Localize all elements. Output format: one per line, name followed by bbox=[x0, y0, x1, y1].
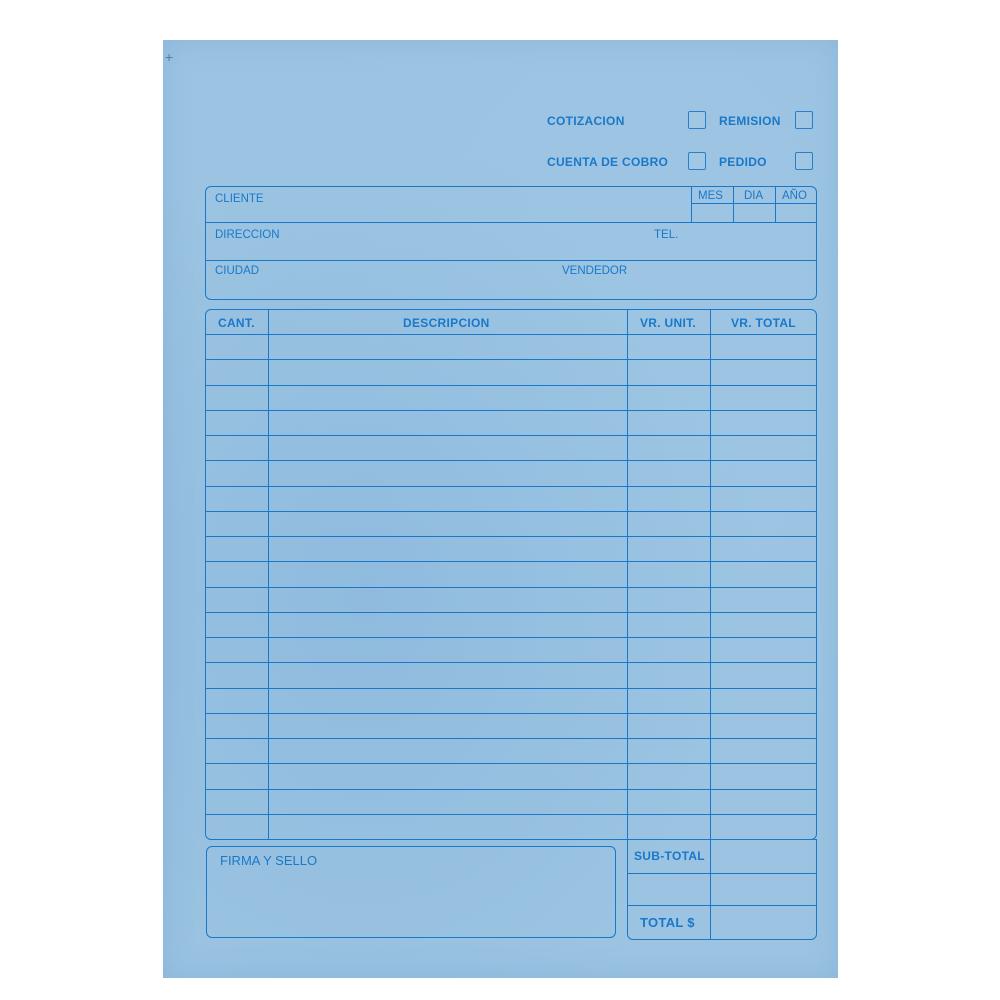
table-row bbox=[206, 410, 816, 411]
firma-sello-label: FIRMA Y SELLO bbox=[220, 853, 318, 868]
table-row bbox=[206, 814, 816, 815]
direccion-label: DIRECCION bbox=[215, 229, 280, 241]
header-vr-unit: VR. UNIT. bbox=[640, 316, 697, 330]
items-table bbox=[205, 309, 817, 840]
date-divider-2 bbox=[733, 187, 734, 222]
table-row bbox=[206, 460, 816, 461]
totals-row-2 bbox=[628, 905, 816, 906]
header-vr-total: VR. TOTAL bbox=[731, 316, 796, 330]
table-row bbox=[206, 789, 816, 790]
vendedor-label: VENDEDOR bbox=[562, 265, 628, 277]
table-row bbox=[206, 763, 816, 764]
option-cotizacion-label: COTIZACION bbox=[547, 114, 625, 128]
col-divider-cant bbox=[268, 310, 269, 839]
date-dia-label: DIA bbox=[744, 190, 764, 202]
table-row bbox=[206, 359, 816, 360]
col-divider-descripcion bbox=[627, 310, 628, 839]
option-pedido-label: PEDIDO bbox=[719, 155, 767, 169]
table-row bbox=[206, 536, 816, 537]
date-header-divider bbox=[691, 203, 816, 204]
col-divider-vr-unit bbox=[710, 310, 711, 839]
table-row bbox=[206, 688, 816, 689]
table-row bbox=[206, 435, 816, 436]
date-ano-label: AÑO bbox=[782, 190, 807, 202]
option-pedido-checkbox[interactable] bbox=[795, 152, 813, 170]
header-cant: CANT. bbox=[218, 316, 255, 330]
registration-mark: + bbox=[165, 49, 174, 65]
option-remision-label: REMISION bbox=[719, 114, 781, 128]
cliente-label: CLIENTE bbox=[215, 193, 264, 205]
table-row bbox=[206, 486, 816, 487]
table-row bbox=[206, 637, 816, 638]
table-row bbox=[206, 561, 816, 562]
table-row bbox=[206, 511, 816, 512]
tel-label: TEL. bbox=[654, 229, 679, 241]
table-row bbox=[206, 385, 816, 386]
table-row bbox=[206, 738, 816, 739]
table-row bbox=[206, 612, 816, 613]
date-divider-1 bbox=[691, 187, 692, 222]
header-descripcion: DESCRIPCION bbox=[403, 316, 490, 330]
ciudad-label: CIUDAD bbox=[215, 265, 260, 277]
option-cuenta-cobro-checkbox[interactable] bbox=[688, 152, 706, 170]
option-remision-checkbox[interactable] bbox=[795, 111, 813, 129]
total-label: TOTAL $ bbox=[640, 915, 695, 930]
table-row bbox=[206, 334, 816, 335]
totals-row-1 bbox=[628, 873, 816, 874]
table-row bbox=[206, 662, 816, 663]
client-divider-1 bbox=[206, 222, 816, 223]
table-row bbox=[206, 713, 816, 714]
client-divider-2 bbox=[206, 260, 816, 261]
date-mes-label: MES bbox=[698, 190, 723, 202]
subtotal-label: SUB-TOTAL bbox=[634, 849, 705, 863]
date-divider-3 bbox=[775, 187, 776, 222]
totals-divider bbox=[710, 840, 711, 939]
option-cotizacion-checkbox[interactable] bbox=[688, 111, 706, 129]
option-cuenta-cobro-label: CUENTA DE COBRO bbox=[547, 155, 669, 169]
table-row bbox=[206, 587, 816, 588]
